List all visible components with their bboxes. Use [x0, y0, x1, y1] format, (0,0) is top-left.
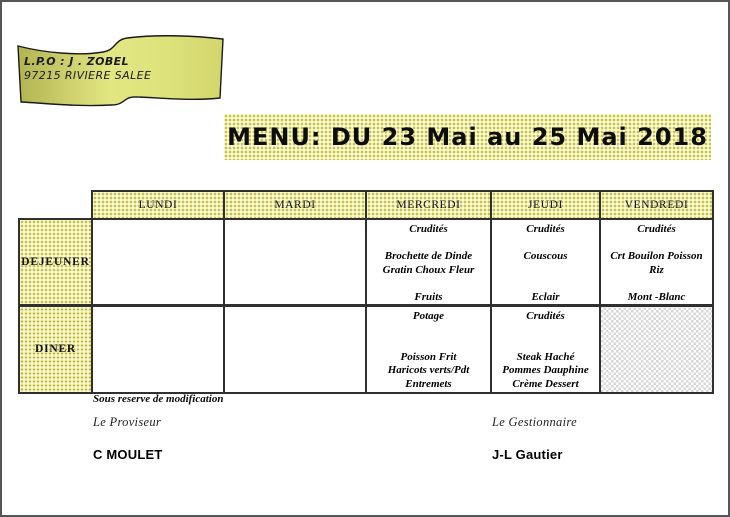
menu-item-line: Brochette de Dinde — [384, 250, 473, 262]
menu-title-banner — [224, 114, 711, 160]
column-header-mardi: MARDI — [224, 191, 366, 219]
cell-diner-jeudi — [491, 306, 600, 393]
menu-item-line — [492, 264, 599, 278]
menu-item-line: Couscous — [523, 250, 568, 262]
menu-item-line: Crudités — [409, 223, 448, 235]
menu-item-line: Fruits — [414, 290, 443, 303]
menu-item-line — [367, 337, 490, 351]
menu-item-line — [492, 237, 599, 251]
menu-item-line: Eclair — [531, 290, 560, 303]
menu-item-line: Crt Bouilon Poisson — [610, 250, 703, 262]
menu-item-line: Entremets — [405, 377, 452, 390]
school-logo-banner — [15, 32, 227, 108]
menu-item-line — [601, 277, 712, 291]
menu-item-line: Steak Haché — [516, 350, 575, 363]
cell-dejeuner-jeudi — [491, 219, 600, 306]
school-address — [24, 55, 214, 83]
column-header-vendredi: VENDREDI — [600, 191, 713, 219]
menu-item-line — [367, 324, 490, 338]
dejeuner-row — [19, 219, 713, 306]
day-header-row — [19, 191, 713, 219]
modification-note: Sous reserve de modification — [93, 393, 224, 405]
menu-item-line — [367, 237, 490, 251]
column-header-lundi: LUNDI — [92, 191, 224, 219]
cell-dejeuner-mercredi — [366, 219, 491, 306]
menu-item-line — [601, 237, 712, 251]
cell-diner-lundi — [92, 306, 224, 393]
corner-spacer — [19, 191, 92, 219]
cell-diner-vendredi-unavailable — [600, 306, 713, 393]
menu-item-line: Crudités — [637, 223, 676, 235]
gestionnaire-name: J-L Gautier — [492, 447, 563, 462]
menu-title: MENU: DU 23 Mai au 25 Mai 2018 — [227, 123, 708, 151]
school-name: L.P.O : J . ZOBEL — [24, 55, 129, 68]
proviseur-name: C MOULET — [93, 447, 163, 462]
menu-item-line: Potage — [412, 310, 445, 322]
menu-item-line: Haricots verts/Pdt — [387, 364, 470, 376]
cell-diner-mercredi — [366, 306, 491, 393]
menu-item-line: Poisson Frit — [400, 350, 457, 363]
menu-item-line — [367, 277, 490, 291]
gestionnaire-role-label: Le Gestionnaire — [492, 415, 577, 429]
cell-dejeuner-lundi — [92, 219, 224, 306]
menu-item-line: Crème Dessert — [512, 377, 579, 390]
diner-row — [19, 306, 713, 393]
row-label-dejeuner: DEJEUNER — [19, 219, 92, 306]
menu-item-line — [492, 324, 599, 338]
column-header-jeudi: JEUDI — [491, 191, 600, 219]
cell-diner-mardi — [224, 306, 366, 393]
column-header-mercredi: MERCREDI — [366, 191, 491, 219]
menu-item-line: Riz — [649, 263, 664, 276]
menu-item-line: Crudités — [526, 223, 565, 235]
menu-item-line: Mont -Blanc — [627, 290, 686, 303]
proviseur-role-label: Le Proviseur — [93, 415, 162, 429]
menu-item-line: Pommes Dauphine — [502, 364, 589, 376]
menu-item-line: Crudités — [526, 310, 565, 322]
cell-dejeuner-mardi — [224, 219, 366, 306]
menu-item-line: Gratin Choux Fleur — [382, 263, 475, 276]
menu-table — [18, 190, 714, 394]
menu-item-line — [492, 337, 599, 351]
row-label-diner: DINER — [19, 306, 92, 393]
menu-item-line — [492, 277, 599, 291]
cell-dejeuner-vendredi — [600, 219, 713, 306]
school-city: 97215 RIVIERE SALEE — [24, 69, 152, 82]
